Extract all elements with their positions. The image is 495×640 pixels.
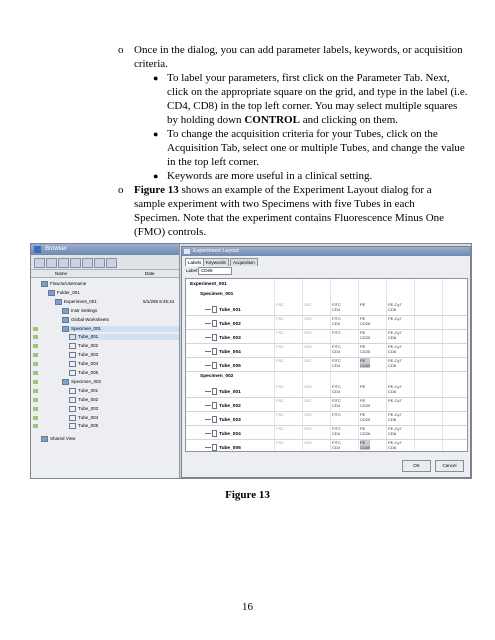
parameter-name: FITC — [332, 316, 341, 321]
parameter-cell[interactable] — [332, 302, 341, 312]
parameter-name: SSC — [304, 412, 313, 417]
tree-item[interactable] — [62, 379, 179, 385]
tube-row[interactable] — [186, 383, 467, 398]
parameter-label: CD26 — [360, 431, 371, 436]
parameter-name: PE — [360, 384, 366, 389]
tree-connector — [205, 433, 211, 434]
parameter-name: PE — [360, 358, 366, 363]
parameter-label: CD8 — [388, 417, 397, 422]
parameter-cell[interactable] — [304, 440, 312, 445]
parameter-label: CD4 — [332, 445, 341, 450]
parameter-name: SSC — [304, 316, 313, 321]
parameter-cell[interactable] — [304, 302, 312, 307]
tube-label — [212, 402, 241, 409]
browser-panel — [31, 244, 180, 478]
tree-connector — [205, 351, 211, 352]
parameter-name: FSC — [276, 412, 284, 417]
tree-item-label: Tube_005 — [78, 370, 99, 376]
figure-line: Specimen. Note that the experiment contains Fluorescence Minus One — [134, 212, 445, 224]
gutter-marker — [33, 398, 38, 402]
tree-item-label: Global Worksheets — [71, 316, 109, 322]
page-number: 16 — [242, 601, 253, 613]
folder-icon[interactable] — [34, 258, 45, 268]
parameter-label: CD4 — [332, 349, 341, 354]
parameter-name: FITC — [332, 344, 341, 349]
parameter-cell[interactable] — [276, 412, 284, 417]
parameter-name: PE — [360, 412, 366, 417]
figure-line: (FMO) controls. — [134, 226, 207, 238]
tube-name: Tube_004 — [219, 431, 241, 437]
parameter-name: FITC — [332, 426, 341, 431]
parameter-label: CD4 — [332, 389, 341, 394]
view-icon[interactable] — [106, 258, 117, 268]
cancel-button[interactable]: Cancel — [435, 460, 464, 472]
parameter-name: SSC — [304, 426, 313, 431]
tube-name: Tube_001 — [219, 307, 241, 313]
parameter-cell[interactable] — [332, 440, 341, 450]
parameter-name: FITC — [332, 398, 341, 403]
parameter-name: FSC — [276, 302, 284, 307]
tree-item-label: Experiment_001 — [64, 298, 97, 304]
parameter-name: FSC — [276, 398, 284, 403]
tree-item-date: 5/1/295 8:45:44 — [143, 298, 175, 304]
parameter-label: CD25 — [360, 349, 371, 354]
parameter-cell[interactable] — [332, 412, 341, 417]
parameter-cell[interactable] — [332, 426, 341, 436]
tube-icon — [212, 348, 217, 355]
parameter-cell[interactable] — [304, 426, 312, 431]
bullet-line: click on the appropriate square on the grid, and type in the label (i.e. — [167, 86, 468, 98]
tree-node-icon — [41, 281, 48, 287]
gutter-marker — [33, 327, 38, 331]
parameter-label: CD69 — [360, 445, 371, 450]
parameter-name: SSC — [304, 398, 313, 403]
tube-row[interactable] — [186, 301, 467, 316]
tube-row[interactable] — [186, 357, 467, 372]
figure-line: Figure 13 shows an example of the Experiment Layout dialog for a — [134, 184, 432, 196]
parameter-label: CD25 — [360, 403, 371, 408]
parameter-label: CD4 — [332, 403, 341, 408]
tree-item-label: Shared View — [50, 436, 76, 442]
parameter-label: CD8 — [388, 431, 397, 436]
tree-node-icon — [69, 343, 76, 349]
parameter-name: PE-Cy7 — [388, 440, 402, 445]
parameter-cell[interactable] — [276, 302, 284, 307]
tree-connector — [205, 323, 211, 324]
tree-item[interactable] — [69, 361, 179, 367]
tree-node-icon — [55, 299, 62, 305]
bullet-line: in the top left corner. — [167, 156, 259, 168]
parameter-cell[interactable] — [388, 344, 402, 354]
parameter-cell[interactable] — [360, 426, 370, 436]
tube-icon — [212, 444, 217, 451]
parameter-name: PE-Cy7 — [388, 344, 402, 349]
tree-node-icon — [62, 379, 69, 385]
figure-13-screenshot — [30, 243, 472, 479]
list-marker: o — [118, 184, 124, 196]
ok-button[interactable]: OK — [402, 460, 431, 472]
experiment-layout-dialog — [181, 246, 471, 478]
tube-row[interactable] — [186, 343, 467, 358]
parameter-cell[interactable] — [388, 330, 402, 340]
tree-connector — [205, 309, 211, 310]
list-marker: o — [118, 44, 124, 56]
open-icon[interactable] — [58, 258, 69, 268]
new-icon[interactable] — [46, 258, 57, 268]
tree-item-label: Specimen_001 — [71, 325, 102, 331]
tree-item-label: Tube_002 — [78, 396, 99, 402]
tree-node-icon — [69, 406, 76, 412]
tree-item-label: Tube_003 — [78, 352, 99, 358]
layout-grid — [185, 278, 468, 452]
browser-toolbar — [31, 255, 179, 270]
tube-name: Tube_001 — [219, 389, 241, 395]
tree-item[interactable] — [69, 423, 179, 429]
parameter-cell[interactable] — [388, 398, 402, 403]
parameter-label: CD4 — [332, 321, 341, 326]
tree-item[interactable] — [41, 281, 179, 287]
tree-item-label: Tube_001 — [78, 387, 99, 393]
tube-label — [212, 306, 241, 313]
tab-keywords[interactable]: Keywords — [203, 258, 229, 266]
tree-item[interactable] — [62, 317, 179, 323]
tree-item-label: Tube_002 — [78, 343, 99, 349]
tab-labels[interactable]: Labels — [185, 258, 204, 266]
parameter-name: PE — [360, 344, 366, 349]
parameter-cell[interactable] — [360, 412, 370, 422]
label-caption: Label: — [186, 268, 199, 273]
tube-name: Tube_002 — [219, 321, 241, 327]
tree-item[interactable] — [69, 370, 179, 376]
tree-node-icon — [69, 415, 76, 421]
parameter-name: PE — [360, 330, 366, 335]
sheet-icon[interactable] — [82, 258, 93, 268]
tree-node-icon — [69, 397, 76, 403]
intro-line: criteria. — [134, 58, 168, 70]
parameter-cell[interactable] — [304, 344, 312, 349]
intro-line: Once in the dialog, you can add parameter labels, keywords, or acquisition — [134, 44, 463, 56]
parameter-name: FSC — [276, 384, 284, 389]
parameter-name: SSC — [304, 302, 313, 307]
tree-connector — [205, 405, 211, 406]
parameter-name: PE — [360, 398, 366, 403]
tube-icon — [212, 306, 217, 313]
dialog-titlebar — [182, 247, 470, 256]
parameter-name: PE — [360, 440, 366, 445]
gutter-marker — [33, 380, 38, 384]
tree-node-icon — [41, 436, 48, 442]
parameter-label: CD25 — [360, 417, 371, 422]
gutter-marker — [33, 335, 38, 339]
tube-name: Tube_003 — [219, 335, 241, 341]
tube-row[interactable] — [186, 439, 467, 452]
dialog-title: Experiment Layout — [193, 248, 239, 254]
parameter-cell[interactable] — [388, 426, 402, 436]
layout-icon[interactable] — [94, 258, 105, 268]
parameter-name: PE-Cy7 — [388, 412, 402, 417]
bullet-line: by holding down CONTROL and clicking on them. — [167, 114, 398, 126]
parameter-label: CD8 — [388, 307, 397, 312]
parameter-name: SSC — [304, 344, 313, 349]
gutter-marker — [33, 371, 38, 375]
parameter-name: PE-Cy7 — [388, 384, 402, 389]
parameter-label: CD25 — [360, 335, 371, 340]
tree-connector — [205, 391, 211, 392]
parameter-name: SSC — [304, 330, 313, 335]
tree-item[interactable] — [69, 343, 179, 349]
parameter-cell[interactable] — [276, 316, 284, 321]
col-date[interactable]: Date — [145, 271, 155, 276]
bullet-line: To change the acquisition criteria for your Tubes, click on the — [167, 128, 438, 140]
bullet-line: Acquisition Tab, select one or multiple Tubes, and change the value — [167, 142, 465, 154]
parameter-name: FITC — [332, 358, 341, 363]
parameter-cell[interactable] — [360, 330, 370, 340]
parameter-name: FITC — [332, 412, 341, 417]
tree-node-icon — [69, 361, 76, 367]
parameter-cell[interactable] — [276, 398, 284, 403]
parameter-cell[interactable] — [388, 384, 402, 394]
tree-node-icon — [62, 317, 69, 323]
parameter-cell[interactable] — [388, 358, 402, 368]
parameter-name: FITC — [332, 330, 341, 335]
tube-row[interactable] — [186, 411, 467, 426]
tree-connector — [205, 419, 211, 420]
bullet-marker: ● — [153, 171, 159, 181]
gutter-marker — [33, 407, 38, 411]
parameter-label: CD26 — [360, 321, 371, 326]
parameter-cell[interactable] — [304, 330, 312, 335]
tube-row[interactable] — [186, 425, 467, 440]
tree-item[interactable] — [69, 388, 179, 394]
specimen-row[interactable]: Specimen_002 — [200, 374, 234, 379]
parameter-cell[interactable] — [276, 440, 284, 445]
parameter-name: FSC — [276, 344, 284, 349]
tube-label — [212, 362, 241, 369]
parameter-cell[interactable] — [304, 384, 312, 389]
tree-item-label: FlowJo/Username — [50, 281, 87, 287]
tube-icon — [212, 416, 217, 423]
browser-columns — [31, 270, 179, 278]
parameter-label: CD4 — [332, 307, 341, 312]
dialog-icon — [184, 249, 190, 254]
bullet-line: CD4, CD8) in the top left corner. You may select multiple squares — [167, 100, 458, 112]
tree-item-label: Specimen_002 — [71, 379, 102, 385]
gutter-marker — [33, 424, 38, 428]
tree-item[interactable] — [41, 436, 179, 442]
browser-title: Browser — [45, 246, 68, 252]
parameter-name: PE-Cy7 — [388, 358, 402, 363]
parameter-cell[interactable] — [360, 344, 370, 354]
tube-row[interactable] — [186, 329, 467, 344]
parameter-name: PE-Cy7 — [388, 426, 402, 431]
figure-caption: Figure 13 — [225, 489, 270, 501]
parameter-name: PE-Cy7 — [388, 398, 402, 403]
tree-item-label: Tube_004 — [78, 414, 99, 420]
tube-label — [212, 416, 241, 423]
tube-label — [212, 388, 241, 395]
parameter-cell[interactable] — [388, 316, 402, 321]
parameter-cell[interactable] — [276, 330, 284, 335]
parameter-cell[interactable] — [304, 316, 312, 321]
parameter-label: CD8 — [388, 445, 397, 450]
tube-label — [212, 444, 241, 451]
tree-item-label: Folder_001 — [57, 290, 80, 296]
tube-label — [212, 320, 241, 327]
parameter-cell[interactable] — [360, 398, 370, 408]
parameter-cell[interactable] — [360, 302, 365, 307]
parameter-cell[interactable] — [276, 358, 284, 363]
tree-item[interactable] — [55, 299, 179, 305]
tree-item-label: Tube_003 — [78, 405, 99, 411]
tube-icon — [212, 388, 217, 395]
parameter-name: PE — [360, 302, 366, 307]
tree-item[interactable] — [48, 290, 179, 296]
parameter-name: PE-Cy7 — [388, 316, 402, 321]
gutter-marker — [33, 362, 38, 366]
figure-line: sample experiment with two Specimens with five Tubes in each — [134, 198, 415, 210]
parameter-cell[interactable] — [304, 358, 312, 363]
col-name[interactable]: Name — [55, 271, 68, 276]
tree-node-icon — [69, 352, 76, 358]
tree-item[interactable] — [69, 415, 179, 421]
parameter-cell[interactable] — [360, 316, 370, 326]
tube-icon — [212, 320, 217, 327]
parameter-name: PE-Cy7 — [388, 330, 402, 335]
tube-label — [212, 430, 241, 437]
parameter-name: FITC — [332, 440, 341, 445]
save-icon[interactable] — [70, 258, 81, 268]
parameter-cell[interactable] — [332, 344, 341, 354]
parameter-cell[interactable] — [360, 384, 365, 389]
parameter-cell[interactable] — [388, 440, 402, 450]
tube-name: Tube_003 — [219, 417, 241, 423]
bullet-line: Keywords are more useful in a clinical setting. — [167, 170, 373, 182]
parameter-name: FSC — [276, 440, 284, 445]
tube-icon — [212, 402, 217, 409]
tree-item[interactable] — [69, 406, 179, 412]
parameter-cell[interactable] — [276, 384, 284, 389]
tree-item[interactable] — [62, 326, 179, 332]
tree-item-label: Tube_001 — [78, 334, 99, 340]
parameter-label: CD8 — [388, 349, 397, 354]
tree-item-label: Tube_004 — [78, 361, 99, 367]
tree-node-icon — [62, 308, 69, 314]
parameter-cell[interactable] — [360, 358, 370, 368]
gutter-marker — [33, 353, 38, 357]
parameter-name: SSC — [304, 440, 313, 445]
parameter-label: CD4 — [332, 431, 341, 436]
parameter-cell[interactable] — [304, 412, 312, 417]
parameter-cell[interactable] — [332, 358, 341, 368]
parameter-cell[interactable] — [332, 398, 341, 408]
parameter-name: PE — [360, 316, 366, 321]
tree-item[interactable] — [69, 397, 179, 403]
tube-label — [212, 348, 241, 355]
tree-node-icon — [69, 388, 76, 394]
specimen-row[interactable]: Specimen_001 — [200, 292, 234, 297]
parameter-name: FITC — [332, 384, 341, 389]
parameter-name: SSC — [304, 384, 313, 389]
tab-acquisition[interactable]: Acquisition — [230, 258, 258, 266]
parameter-name: SSC — [304, 358, 313, 363]
parameter-label: CD69 — [360, 363, 371, 368]
bullet-line: To label your parameters, first click on the Parameter Tab. Next, — [167, 72, 450, 84]
parameter-cell[interactable] — [388, 412, 402, 422]
tube-name: Tube_004 — [219, 349, 241, 355]
tree-node-icon — [69, 334, 76, 340]
parameter-cell[interactable] — [332, 316, 341, 326]
app-icon — [34, 246, 41, 253]
experiment-row[interactable]: Experiment_001 — [190, 282, 227, 287]
parameter-cell[interactable] — [332, 384, 341, 394]
parameter-name: FITC — [332, 302, 341, 307]
parameter-name: FSC — [276, 358, 284, 363]
tree-node-icon — [69, 370, 76, 376]
parameter-label: CD8 — [388, 335, 397, 340]
parameter-cell[interactable] — [276, 426, 284, 431]
parameter-cell[interactable] — [360, 440, 370, 450]
tube-label — [212, 334, 241, 341]
tree-connector — [205, 365, 211, 366]
tree-item-label: Instr Settings — [71, 307, 98, 313]
parameter-label: CD8 — [388, 389, 397, 394]
parameter-name: FSC — [276, 426, 284, 431]
tree-node-icon — [69, 423, 76, 429]
tree-item[interactable] — [62, 308, 179, 314]
tree-item-label: Tube_005 — [78, 423, 99, 429]
label-input[interactable]: CD69 — [198, 267, 232, 275]
tube-name: Tube_005 — [219, 363, 241, 369]
tube-name: Tube_005 — [219, 445, 241, 451]
tube-row[interactable] — [186, 397, 467, 412]
browser-titlebar — [31, 244, 179, 255]
parameter-cell[interactable] — [276, 344, 284, 349]
bullet-marker: ● — [153, 73, 159, 83]
gutter-marker — [33, 389, 38, 393]
tree-node-icon — [62, 326, 69, 332]
parameter-name: PE — [360, 426, 366, 431]
tree-node-icon — [48, 290, 55, 296]
tree-item[interactable] — [69, 334, 179, 340]
tube-icon — [212, 334, 217, 341]
gutter-marker — [33, 416, 38, 420]
parameter-name: FSC — [276, 316, 284, 321]
parameter-name: PE-Cy7 — [388, 302, 402, 307]
parameter-cell[interactable] — [388, 302, 402, 312]
gutter-marker — [33, 344, 38, 348]
parameter-label: CD4 — [332, 363, 341, 368]
tube-row[interactable] — [186, 315, 467, 330]
tube-icon — [212, 430, 217, 437]
parameter-label: CD8 — [388, 363, 397, 368]
tree-connector — [205, 447, 211, 448]
tree-item[interactable] — [69, 352, 179, 358]
parameter-cell[interactable] — [332, 330, 341, 335]
tree-connector — [205, 337, 211, 338]
bullet-marker: ● — [153, 129, 159, 139]
tube-icon — [212, 362, 217, 369]
tube-name: Tube_002 — [219, 403, 241, 409]
parameter-cell[interactable] — [304, 398, 312, 403]
label-row — [186, 268, 213, 273]
parameter-name: FSC — [276, 330, 284, 335]
